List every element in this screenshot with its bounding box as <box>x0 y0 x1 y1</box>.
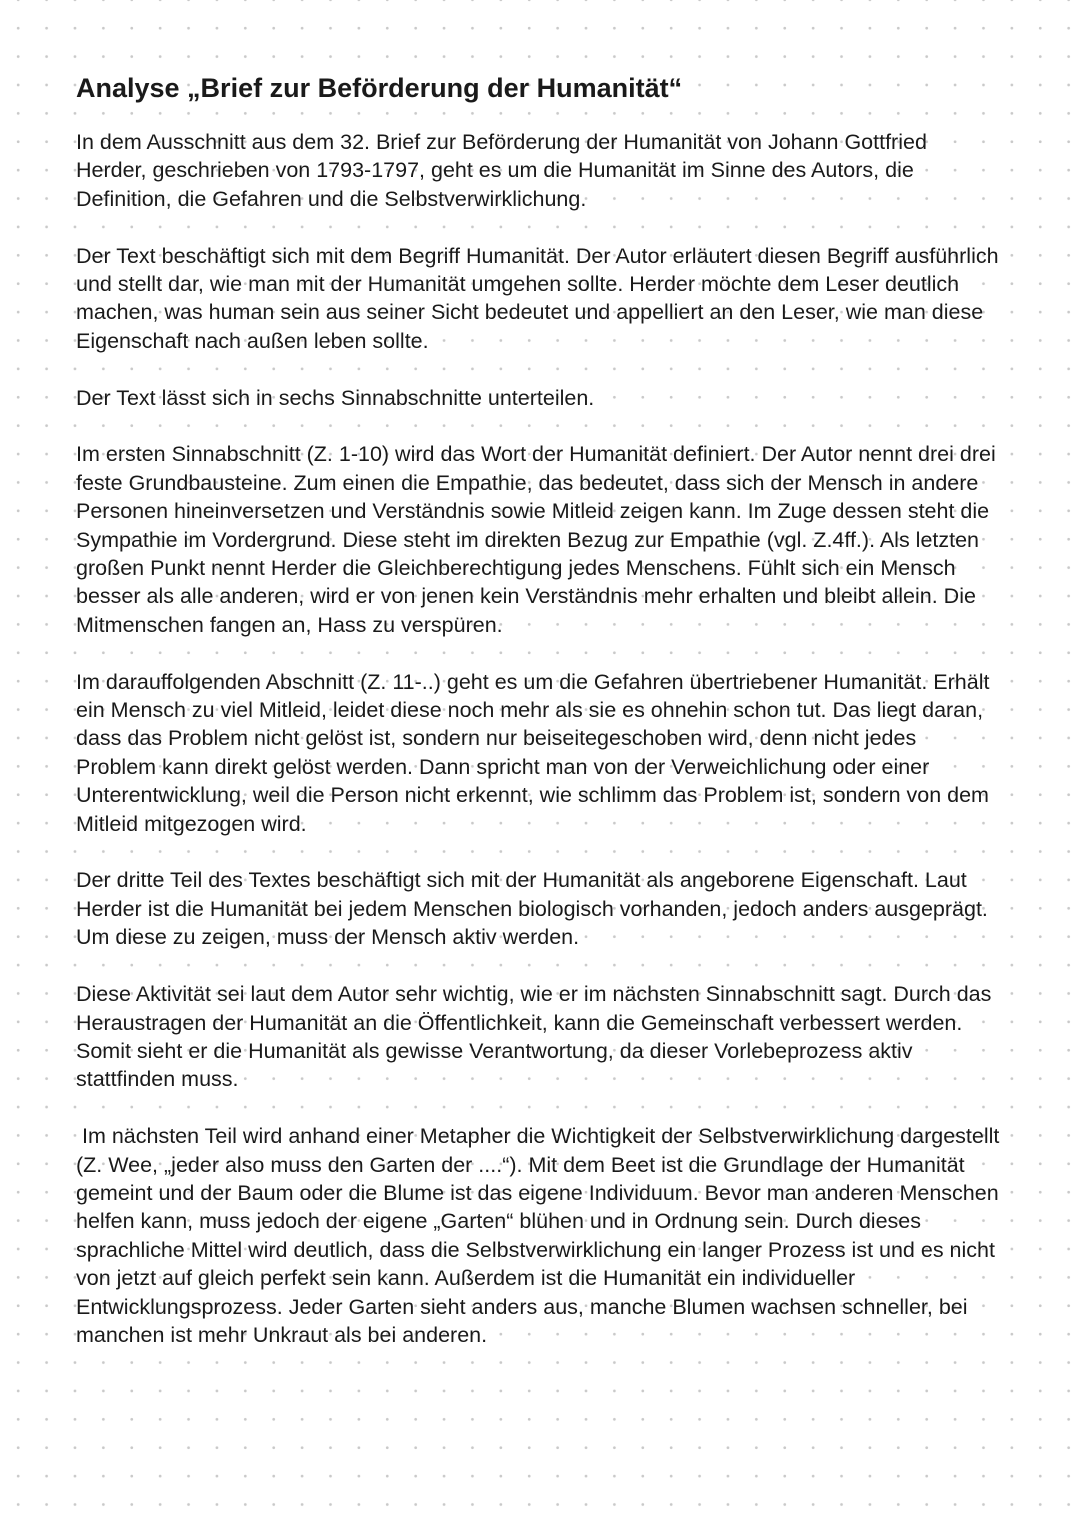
paragraph-section-three: Der dritte Teil des Textes beschäftigt sich mit der Humanität als angeborene Eigenschaft. Laut Herder ist die Humanität bei jedem Menschen biologisch vorhanden, jedoch anders ausgeprägt. Um diese zu zeigen, muss der Mensch aktiv werden. <box>76 868 988 950</box>
paragraph-section-two: Im darauffolgenden Abschnitt (Z. 11-..) geht es um die Gefahren übertriebener Humanität. Erhält ein Mensch zu viel Mitleid, leidet diese noch mehr als sie es ohnehin schon tut. Das liegt daran, dass das Problem nicht gelöst ist, sondern nur beiseitegeschoben wird, denn nicht jedes Problem kann direkt gelöst werden. Dann spricht man von der Verweichlichung oder einer Unterentwicklung, weil die Person nicht erkennt, wie schlimm das Problem ist, sondern von dem Mitleid mitgezogen wird. <box>76 669 990 836</box>
document-title: Analyse „Brief zur Beförderung der Humanität“ <box>76 73 683 103</box>
paragraph-section-one: Im ersten Sinnabschnitt (Z. 1-10) wird das Wort der Humanität definiert. Der Autor nennt drei drei feste Grundbausteine. Zum einen die Empathie, das bedeutet, dass sich der Mensch in andere Personen hineinversetzen und Verständnis sowie Mitleid zeigen kann. Im Zuge dessen steht die Sympathie im Vordergrund. Diese steht im direkten Bezug zur Empathie (vgl. Z.4ff.). Als letzten großen Punkt nennt Herder die Gleichberechtigung jedes Menschens. Fühlt sich ein Mensch besser als alle anderen, wird er von jenen kein Verständnis mehr erhalten und bleibt allein. Die Mitmenschen fangen an, Hass zu verspüren. <box>76 442 996 637</box>
paragraph-topic: Der Text beschäftigt sich mit dem Begriff Humanität. Der Autor erläutert diesen Begriff ausführlich und stellt dar, wie man mit der Humanität umgehen sollte. Herder möchte dem Leser deutlich machen, was human sein aus seiner Sicht bedeutet und appelliert an den Leser, wie man diese Eigenschaft nach außen leben sollte. <box>76 243 999 353</box>
paragraph-section-four: Diese Aktivität sei laut dem Autor sehr wichtig, wie er im nächsten Sinnabschnitt sagt. Durch das Heraustragen der Humanität an die Öffentlichkeit, kann die Gemeinschaft verbessert werden. Somit sieht er die Humanität als gewisse Verantwortung, da dieser Vorlebeprozess aktiv stattfinden muss. <box>76 982 992 1092</box>
paragraph-structure: Der Text lässt sich in sechs Sinnabschnitte unterteilen. <box>76 385 595 410</box>
paragraph-section-five: Im nächsten Teil wird anhand einer Metapher die Wichtigkeit der Selbstverwirklichung dargestellt (Z. Wee, „jeder also muss den Garten der ....“). Mit dem Beet ist die Grundlage der Humanität gemeint und der Baum oder die Blume ist das eigene Individuum. Bevor man anderen Menschen helfen kann, muss jedoch der eigene „Garten“ blühen und in Ordnung sein. Durch dieses sprachliche Mittel wird deutlich, dass die Selbstverwirklichung ein langer Prozess ist und es nicht von jetzt auf gleich perfekt sein kann. Außerdem ist die Humanität ein individueller Entwicklungsprozess. Jeder Garten sieht anders aus, manche Blumen wachsen schneller, bei manchen ist mehr Unkraut als bei anderen. <box>76 1124 1000 1347</box>
paragraph-introduction: In dem Ausschnitt aus dem 32. Brief zur Beförderung der Humanität von Johann Gottfried Herder, geschrieben von 1793-1797, geht es um die Humanität im Sinne des Autors, die Definition, die Gefahren und die Selbstverwirklichung. <box>76 130 927 211</box>
